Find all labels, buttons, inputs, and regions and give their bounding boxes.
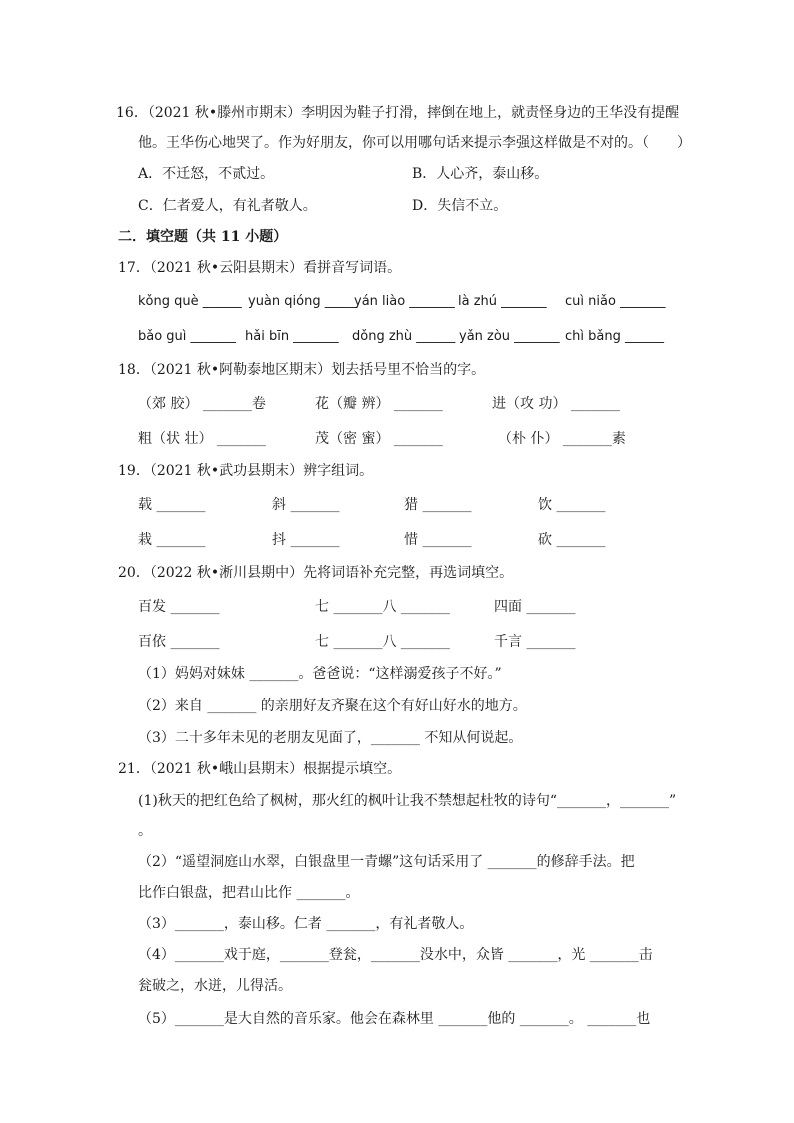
q18-item[interactable]: 花（瓣 辨） _______ [315, 396, 443, 412]
q18-item[interactable]: 粗（状 壮） _______ [138, 431, 266, 447]
q16-option-b[interactable]: B．人心齐，泰山移。 [412, 166, 549, 182]
q21-sentence-2a: （2）“遥望洞庭山水翠，白银盘里一青螺”这句话采用了 _______的修辞手法。把 [138, 854, 635, 870]
q20-item[interactable]: 千言 _______ [494, 634, 576, 650]
q16-line2: 他。王华伤心地哭了。作为好朋友，你可以用哪句话来提示李强这样做是不对的。（ ） [138, 135, 691, 151]
section-heading: 二．填空题（共 11 小题） [118, 229, 288, 245]
q21-sentence-2b: 比作白银盘，把君山比作 _______。 [138, 885, 360, 901]
q21-sentence-1b: 。 [138, 823, 152, 839]
q21-sentence-5: （5）_______是大自然的音乐家。他会在森林里 _______他的 _______。 _______也 [138, 1011, 651, 1027]
q17-item[interactable]: hǎi bīn _______ [245, 329, 339, 344]
q19-item[interactable]: 斜 _______ [272, 497, 340, 513]
q17-item[interactable]: chì bǎng ______ [565, 329, 664, 344]
q18-item[interactable]: 茂（密 蜜） _______ [315, 431, 443, 447]
q19-item[interactable]: 惜 _______ [404, 532, 472, 548]
q16-option-d[interactable]: D．失信不立。 [412, 198, 508, 214]
q20-item[interactable]: 百依 _______ [138, 634, 220, 650]
q19-title: 19．（2021 秋•武功县期末）辨字组词。 [118, 463, 374, 479]
q18-title: 18．（2021 秋•阿勒泰地区期末）划去括号里不恰当的字。 [118, 362, 486, 378]
q21-sentence-3: （3）_______，泰山移。仁者 _______，有礼者敬人。 [138, 916, 474, 932]
q16-option-a[interactable]: A．不迁怒，不贰过。 [138, 166, 275, 182]
q21-sentence-4b: 瓮破之，水迸，儿得活。 [138, 978, 292, 994]
q17-item[interactable]: là zhú _______ [458, 294, 547, 309]
q20-sentence-1: （1）妈妈对妹妹 _______。爸爸说：“这样溺爱孩子不好。” [138, 666, 502, 682]
q21-sentence-4a: （4）_______戏于庭，_______登瓮，_______没水中，众皆 _______，光 _______击 [138, 947, 653, 963]
q20-item[interactable]: 七 _______八 _______ [315, 599, 450, 615]
q21-title: 21．（2021 秋•峨山县期末）根据提示填空。 [118, 761, 402, 777]
q20-item[interactable]: 百发 _______ [138, 599, 220, 615]
q19-item[interactable]: 猎 _______ [404, 497, 472, 513]
q17-item[interactable]: yán liào _______ [354, 294, 455, 309]
q17-item[interactable]: bǎo guì _______ [138, 329, 237, 344]
q20-sentence-2: （2）来自 _______ 的亲朋好友齐聚在这个有好山好水的地方。 [138, 698, 527, 714]
q19-item[interactable]: 抖 _______ [272, 532, 340, 548]
q20-item[interactable]: 四面 _______ [494, 599, 576, 615]
q19-item[interactable]: 载 _______ [138, 497, 206, 513]
q17-item[interactable]: kǒng què ______ [138, 294, 242, 309]
q21-sentence-1a: (1)秋天的把红色给了枫树，那火红的枫叶让我不禁想起杜牧的诗句“_______，_______” [138, 793, 677, 809]
q18-item[interactable]: 进（攻 功） _______ [492, 396, 620, 412]
q19-item[interactable]: 饮 _______ [538, 497, 606, 513]
q17-item[interactable]: yuàn qióng _____ [248, 294, 358, 309]
q18-item[interactable]: （朴 仆） _______素 [498, 431, 626, 447]
q16-line1: 16．（2021 秋•滕州市期末）李明因为鞋子打滑，摔倒在地上，就责怪身边的王华没有提醒 [116, 105, 680, 121]
q17-item[interactable]: dǒng zhù ______ [352, 329, 456, 344]
q20-item[interactable]: 七 _______八 _______ [315, 634, 450, 650]
q17-title: 17．（2021 秋•云阳县期末）看拼音写词语。 [118, 260, 402, 276]
q17-item[interactable]: yǎn zòu _______ [459, 329, 560, 344]
q19-item[interactable]: 砍 _______ [538, 532, 606, 548]
q18-item[interactable]: （郊 胶） _______卷 [138, 396, 266, 412]
q20-sentence-3: （3）二十多年未见的老朋友见面了，_______ 不知从何说起。 [138, 730, 523, 746]
q19-item[interactable]: 栽 _______ [138, 532, 206, 548]
q20-title: 20．（2022 秋•淅川县期中）先将词语补充完整，再选词填空。 [118, 565, 514, 581]
q16-option-c[interactable]: C．仁者爱人，有礼者敬人。 [138, 198, 317, 214]
q17-item[interactable]: cuì niǎo _______ [565, 294, 666, 309]
